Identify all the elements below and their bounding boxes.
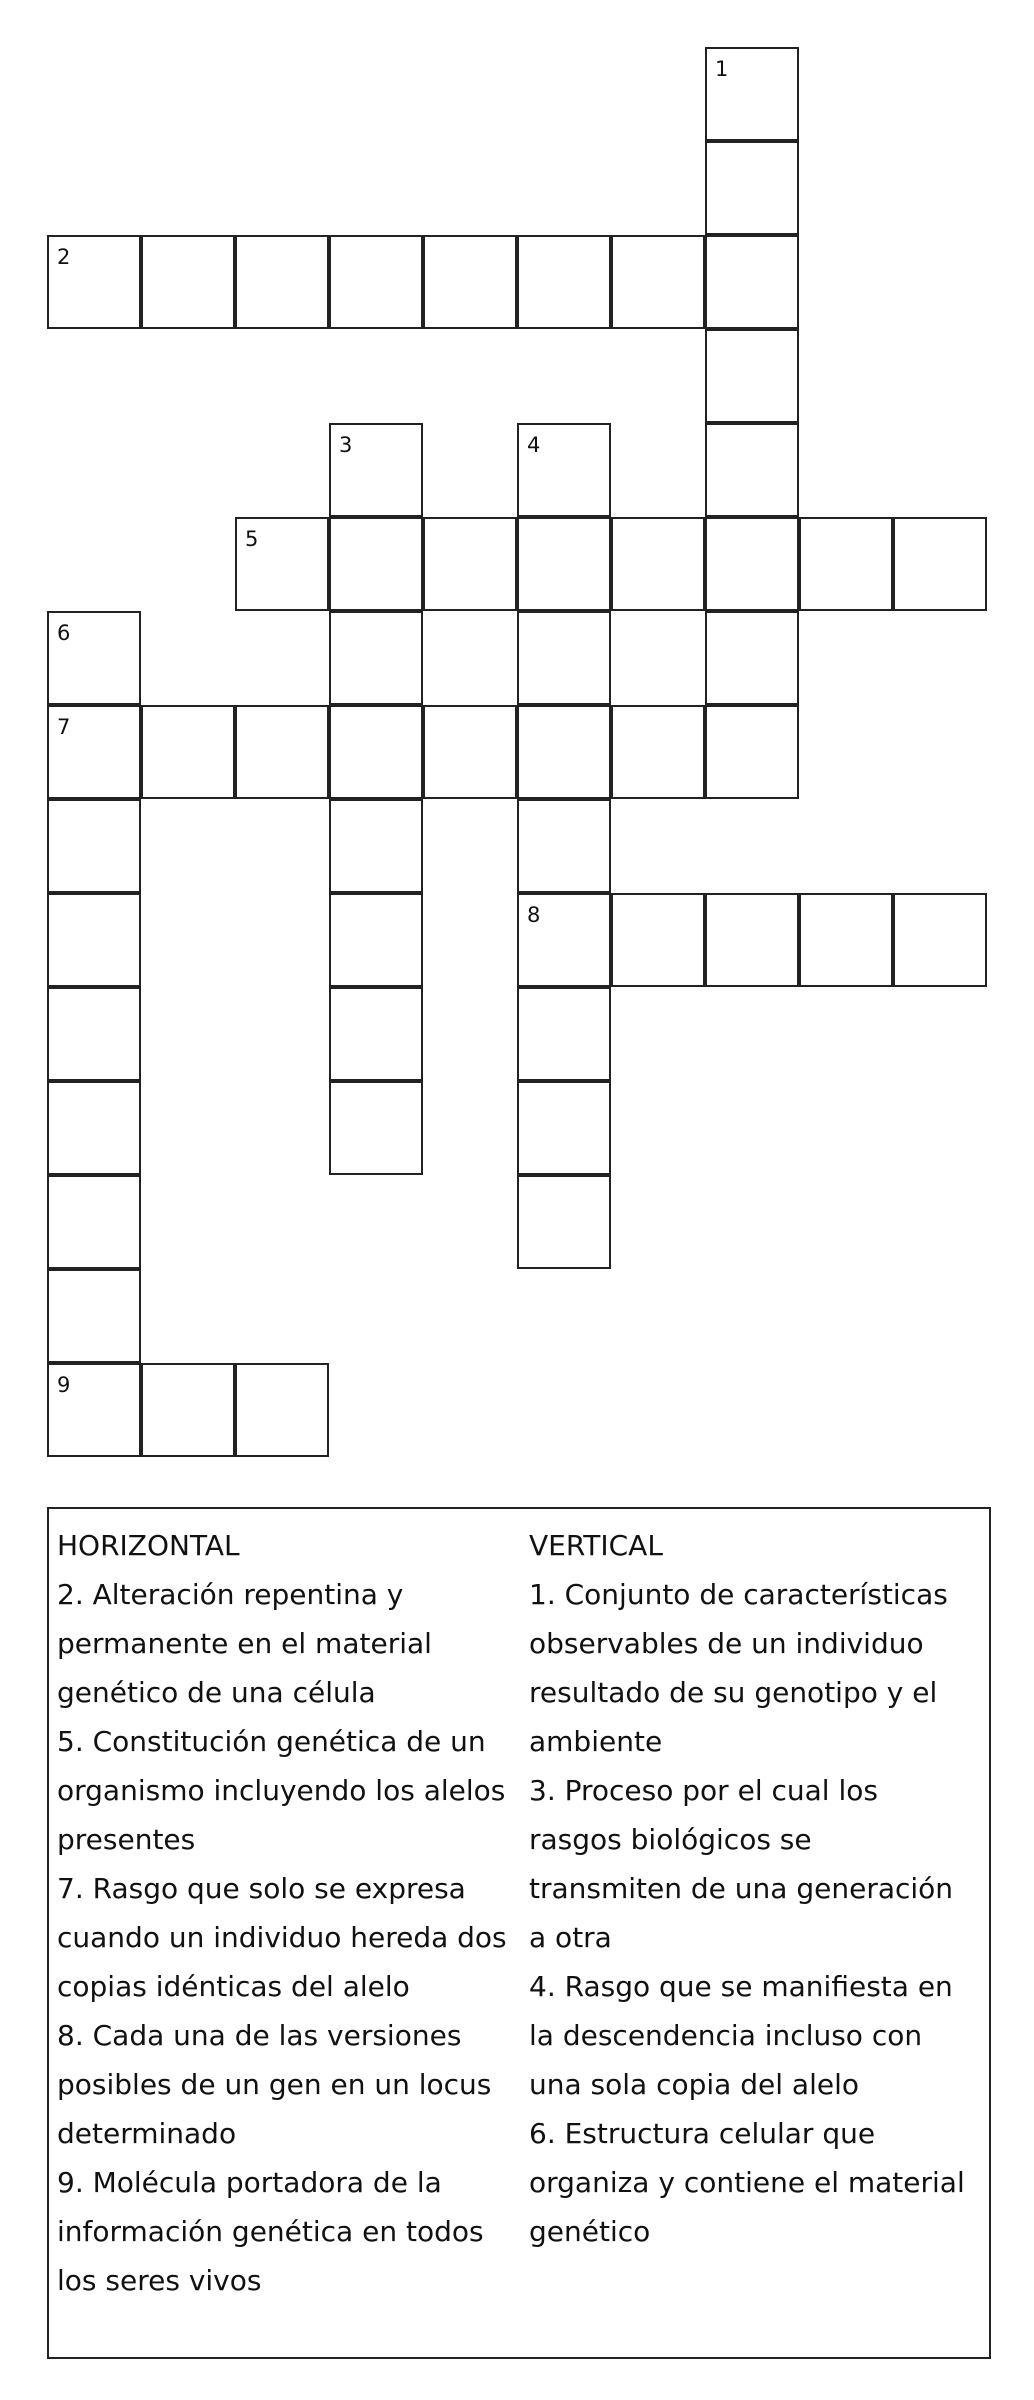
grid-cell[interactable] xyxy=(329,235,423,329)
grid-cell[interactable] xyxy=(141,705,235,799)
clue-number: 4 xyxy=(527,433,541,457)
grid-cell[interactable] xyxy=(517,423,611,517)
grid-cell[interactable] xyxy=(611,893,705,987)
grid-cell[interactable] xyxy=(47,1363,141,1457)
grid-cell[interactable] xyxy=(705,705,799,799)
grid-cell[interactable] xyxy=(705,47,799,141)
vertical-clue-4: 4. Rasgo que se manifiesta en la descendencia incluso con una sola copia del alelo xyxy=(529,1970,953,2101)
vertical-clue-1: 1. Conjunto de características observables de un individuo resultado de su genotipo y el ambiente xyxy=(529,1578,948,1758)
grid-cell[interactable] xyxy=(893,517,987,611)
horizontal-clue-9: 9. Molécula portadora de la información genética en todos los seres vivos xyxy=(57,2166,484,2297)
grid-cell[interactable] xyxy=(329,611,423,705)
grid-cell[interactable] xyxy=(235,517,329,611)
grid-cell[interactable] xyxy=(329,1081,423,1175)
grid-cell[interactable] xyxy=(517,987,611,1081)
grid-cell[interactable] xyxy=(705,517,799,611)
grid-cell[interactable] xyxy=(517,893,611,987)
vertical-clue-3: 3. Proceso por el cual los rasgos biológicos se transmiten de una generación a otra xyxy=(529,1774,954,1954)
grid-cell[interactable] xyxy=(893,893,987,987)
horizontal-clue-8: 8. Cada una de las versiones posibles de un gen en un locus determinado xyxy=(57,2019,492,2150)
grid-cell[interactable] xyxy=(235,705,329,799)
grid-cell[interactable] xyxy=(47,1175,141,1269)
clue-number: 9 xyxy=(57,1373,71,1397)
grid-cell[interactable] xyxy=(517,611,611,705)
clue-number: 3 xyxy=(339,433,353,457)
grid-cell[interactable] xyxy=(329,799,423,893)
grid-cell[interactable] xyxy=(423,705,517,799)
clue-number: 1 xyxy=(715,57,729,81)
grid-cell[interactable] xyxy=(611,517,705,611)
grid-cell[interactable] xyxy=(235,235,329,329)
grid-cell[interactable] xyxy=(141,235,235,329)
grid-cell[interactable] xyxy=(705,329,799,423)
clues-box xyxy=(47,1507,991,2359)
clue-number: 7 xyxy=(57,715,71,739)
vertical-title: VERTICAL xyxy=(529,1529,663,1562)
grid-cell[interactable] xyxy=(47,1269,141,1363)
grid-cell[interactable] xyxy=(611,235,705,329)
grid-cell[interactable] xyxy=(705,893,799,987)
grid-cell[interactable] xyxy=(517,1175,611,1269)
horizontal-clue-5: 5. Constitución genética de un organismo incluyendo los alelos presentes xyxy=(57,1725,506,1856)
grid-cell[interactable] xyxy=(611,705,705,799)
grid-cell[interactable] xyxy=(47,987,141,1081)
horizontal-clue-7: 7. Rasgo que solo se expresa cuando un individuo hereda dos copias idénticas del alelo xyxy=(57,1872,507,2003)
clue-number: 8 xyxy=(527,903,541,927)
grid-cell[interactable] xyxy=(47,799,141,893)
grid-cell[interactable] xyxy=(705,423,799,517)
grid-cell[interactable] xyxy=(423,517,517,611)
grid-cell[interactable] xyxy=(47,235,141,329)
grid-cell[interactable] xyxy=(329,987,423,1081)
grid-cell[interactable] xyxy=(799,893,893,987)
grid-cell[interactable] xyxy=(517,705,611,799)
grid-cell[interactable] xyxy=(705,611,799,705)
grid-cell[interactable] xyxy=(141,1363,235,1457)
clue-number: 6 xyxy=(57,621,71,645)
horizontal-clues xyxy=(57,1521,517,2305)
grid-cell[interactable] xyxy=(329,893,423,987)
grid-cell[interactable] xyxy=(705,235,799,329)
grid-cell[interactable] xyxy=(517,517,611,611)
grid-cell[interactable] xyxy=(47,893,141,987)
grid-cell[interactable] xyxy=(329,423,423,517)
grid-cell[interactable] xyxy=(329,705,423,799)
grid-cell[interactable] xyxy=(517,235,611,329)
grid-cell[interactable] xyxy=(329,517,423,611)
horizontal-clue-2: 2. Alteración repentina y permanente en el material genético de una célula xyxy=(57,1578,432,1709)
grid-cell[interactable] xyxy=(47,611,141,705)
grid-cell[interactable] xyxy=(423,235,517,329)
grid-cell[interactable] xyxy=(799,517,893,611)
horizontal-title: HORIZONTAL xyxy=(57,1529,240,1562)
clue-number: 2 xyxy=(57,245,71,269)
grid-cell[interactable] xyxy=(47,705,141,799)
grid-cell[interactable] xyxy=(47,1081,141,1175)
grid-cell[interactable] xyxy=(517,1081,611,1175)
grid-cell[interactable] xyxy=(517,799,611,893)
clue-number: 5 xyxy=(245,527,259,551)
vertical-clue-6: 6. Estructura celular que organiza y contiene el material genético xyxy=(529,2117,965,2248)
grid-cell[interactable] xyxy=(705,141,799,235)
vertical-clues xyxy=(529,1521,969,2256)
grid-cell[interactable] xyxy=(235,1363,329,1457)
